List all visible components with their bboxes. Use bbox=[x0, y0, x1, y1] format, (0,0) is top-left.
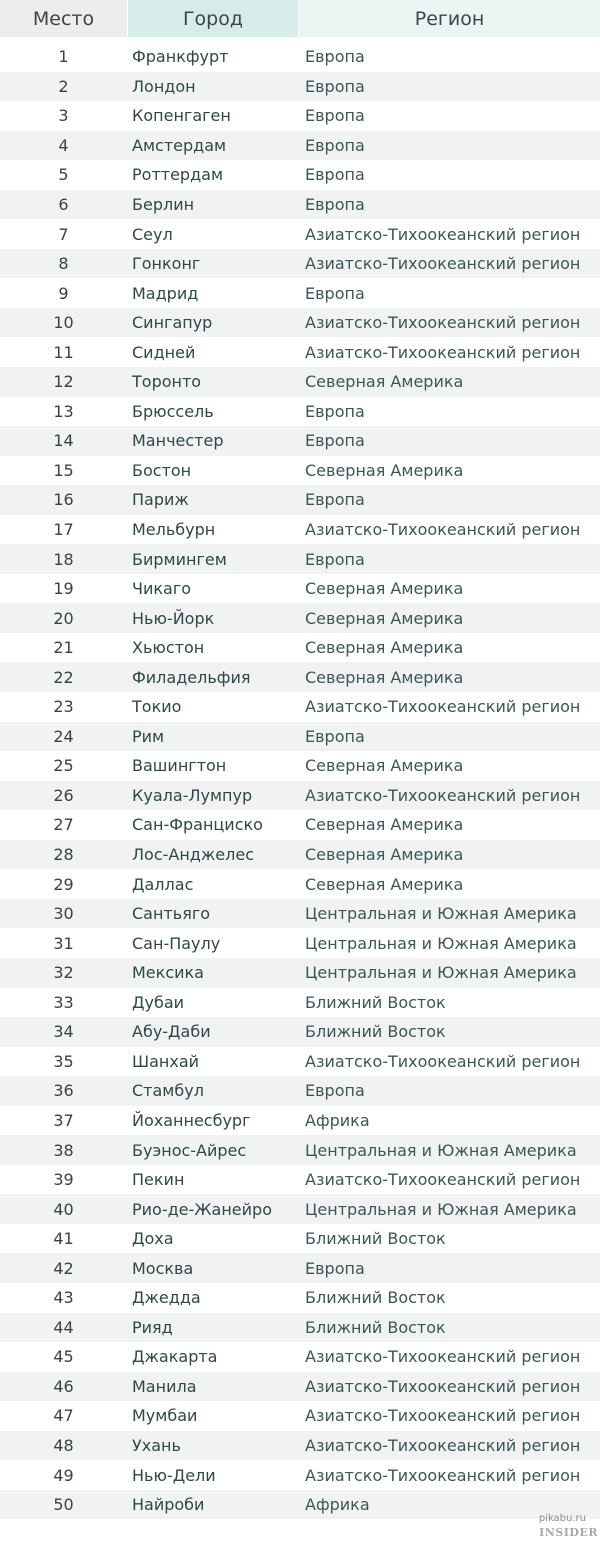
city-cell: Сидней bbox=[132, 342, 196, 362]
city-cell: Вашингтон bbox=[132, 756, 227, 776]
table-row bbox=[0, 426, 600, 456]
place-cell: 10 bbox=[53, 313, 74, 333]
city-cell: Сеул bbox=[132, 224, 173, 244]
table-row bbox=[0, 160, 600, 190]
table-row bbox=[0, 869, 600, 899]
place-cell: 45 bbox=[53, 1347, 74, 1367]
table-row bbox=[0, 1017, 600, 1047]
city-cell: Буэнос-Айрес bbox=[132, 1140, 247, 1160]
place-cell: 13 bbox=[53, 401, 74, 421]
city-cell: Даллас bbox=[132, 874, 194, 894]
city-cell: Брюссель bbox=[132, 401, 214, 421]
place-cell: 22 bbox=[53, 667, 74, 687]
table-row bbox=[0, 1372, 600, 1402]
region-cell: Европа bbox=[305, 135, 365, 155]
place-cell: 25 bbox=[53, 756, 74, 776]
place-cell: 23 bbox=[53, 697, 74, 717]
city-cell: Филадельфия bbox=[132, 667, 251, 687]
table-row bbox=[0, 1047, 600, 1077]
city-cell: Джедда bbox=[132, 1288, 201, 1308]
region-cell: Ближний Восток bbox=[305, 1317, 446, 1337]
city-cell: Йоханнесбург bbox=[132, 1110, 251, 1130]
city-cell: Нью-Дели bbox=[132, 1465, 216, 1485]
place-cell: 18 bbox=[53, 549, 74, 569]
table-row bbox=[0, 190, 600, 220]
place-cell: 9 bbox=[58, 283, 69, 303]
place-cell: 28 bbox=[53, 845, 74, 865]
region-cell: Азиатско-Тихоокеанский регион bbox=[305, 697, 581, 717]
region-cell: Азиатско-Тихоокеанский регион bbox=[305, 1465, 581, 1485]
table-row bbox=[0, 1313, 600, 1343]
region-cell: Африка bbox=[305, 1495, 370, 1515]
region-cell: Европа bbox=[305, 106, 365, 126]
table-row bbox=[0, 1253, 600, 1283]
table-row bbox=[0, 988, 600, 1018]
place-cell: 50 bbox=[53, 1495, 74, 1515]
table-row bbox=[0, 810, 600, 840]
region-cell: Азиатско-Тихоокеанский регион bbox=[305, 1435, 581, 1455]
city-cell: Токио bbox=[132, 697, 182, 717]
region-cell: Азиатско-Тихоокеанский регион bbox=[305, 254, 581, 274]
region-cell: Азиатско-Тихоокеанский регион bbox=[305, 1376, 581, 1396]
city-cell: Куала-Лумпур bbox=[132, 785, 253, 805]
place-cell: 8 bbox=[58, 254, 69, 274]
region-cell: Европа bbox=[305, 195, 365, 214]
table-row bbox=[0, 278, 600, 308]
table-row bbox=[0, 603, 600, 633]
city-cell: Мумбаи bbox=[132, 1406, 198, 1426]
region-cell: Северная Америка bbox=[305, 667, 464, 687]
city-cell: Рио-де-Жанейро bbox=[132, 1199, 272, 1219]
city-cell: Париж bbox=[132, 490, 189, 510]
city-cell: Гонконг bbox=[132, 254, 201, 274]
region-cell: Северная Америка bbox=[305, 608, 464, 628]
place-cell: 32 bbox=[53, 963, 74, 983]
place-cell: 1 bbox=[58, 47, 69, 67]
place-cell: 4 bbox=[58, 135, 69, 155]
table-row bbox=[0, 1135, 600, 1165]
place-cell: 27 bbox=[53, 815, 74, 835]
table-row bbox=[0, 574, 600, 604]
region-cell: Центральная и Южная Америка bbox=[305, 1140, 577, 1160]
place-cell: 41 bbox=[53, 1229, 74, 1249]
region-cell: Ближний Восток bbox=[305, 992, 446, 1012]
region-cell: Европа bbox=[305, 47, 365, 67]
city-cell: Бостон bbox=[132, 460, 192, 480]
city-cell: Доха bbox=[132, 1229, 174, 1249]
table-row bbox=[0, 1431, 600, 1461]
place-cell: 17 bbox=[53, 520, 74, 540]
region-cell: Центральная и Южная Америка bbox=[305, 963, 577, 983]
place-cell: 48 bbox=[53, 1435, 74, 1455]
region-cell: Европа bbox=[305, 76, 365, 96]
place-cell: 15 bbox=[53, 460, 74, 480]
place-cell: 21 bbox=[53, 638, 74, 658]
place-cell: 20 bbox=[53, 608, 74, 628]
table-row bbox=[0, 1165, 600, 1195]
region-cell: Европа bbox=[305, 1081, 365, 1101]
header-place: Место bbox=[0, 0, 127, 37]
city-cell: Манила bbox=[132, 1376, 197, 1396]
table-row bbox=[0, 1076, 600, 1106]
city-cell: Хьюстон bbox=[132, 638, 205, 658]
place-cell: 49 bbox=[53, 1465, 74, 1485]
header-city: Город bbox=[127, 0, 299, 37]
city-cell: Лос-Анджелес bbox=[132, 845, 254, 865]
place-cell: 26 bbox=[53, 785, 74, 805]
city-cell: Сантьяго bbox=[132, 904, 211, 924]
brand-watermark: INSIDER bbox=[539, 1526, 598, 1539]
region-cell: Северная Америка bbox=[305, 756, 464, 776]
city-cell: Сан-Франциско bbox=[132, 815, 263, 835]
table-row bbox=[0, 101, 600, 131]
place-cell: 7 bbox=[58, 224, 69, 244]
region-cell: Африка bbox=[305, 1110, 370, 1130]
table-row bbox=[0, 131, 600, 161]
city-cell: Ухань bbox=[132, 1435, 181, 1455]
region-cell: Европа bbox=[305, 549, 365, 569]
table-row bbox=[0, 515, 600, 545]
table-row bbox=[0, 456, 600, 486]
table-row bbox=[0, 485, 600, 515]
city-cell: Пекин bbox=[132, 1170, 185, 1190]
region-cell: Северная Америка bbox=[305, 874, 464, 894]
region-cell: Азиатско-Тихоокеанский регион bbox=[305, 1051, 581, 1071]
table-row bbox=[0, 1401, 600, 1431]
place-cell: 37 bbox=[53, 1110, 74, 1130]
region-cell: Европа bbox=[305, 726, 365, 746]
table-row bbox=[0, 899, 600, 929]
region-cell: Европа bbox=[305, 401, 365, 421]
place-cell: 19 bbox=[53, 579, 74, 599]
place-cell: 39 bbox=[53, 1170, 74, 1190]
region-cell: Азиатско-Тихоокеанский регион bbox=[305, 1347, 581, 1367]
city-cell: Сингапур bbox=[132, 313, 213, 333]
city-cell: Лондон bbox=[132, 76, 196, 96]
table-row bbox=[0, 1342, 600, 1372]
city-cell: Бирмингем bbox=[132, 549, 227, 569]
city-cell: Роттердам bbox=[132, 165, 224, 185]
table-row bbox=[0, 1460, 600, 1490]
city-cell: Мексика bbox=[132, 963, 204, 983]
table-row bbox=[0, 544, 600, 574]
table-row bbox=[0, 1106, 600, 1136]
site-watermark: pikabu.ru bbox=[538, 1513, 586, 1524]
region-cell: Северная Америка bbox=[305, 638, 464, 658]
table-row bbox=[0, 42, 600, 72]
place-cell: 11 bbox=[53, 342, 74, 362]
table-body bbox=[0, 42, 600, 1519]
table-row bbox=[0, 958, 600, 988]
place-cell: 24 bbox=[53, 726, 74, 746]
city-cell: Рим bbox=[132, 726, 165, 746]
table-row bbox=[0, 1490, 600, 1520]
place-cell: 46 bbox=[53, 1376, 74, 1396]
city-cell: Берлин bbox=[132, 195, 195, 214]
table-row bbox=[0, 751, 600, 781]
region-cell: Азиатско-Тихоокеанский регион bbox=[305, 313, 581, 333]
table-row bbox=[0, 840, 600, 870]
place-cell: 16 bbox=[53, 490, 74, 510]
place-cell: 12 bbox=[53, 372, 74, 392]
table-row bbox=[0, 308, 600, 338]
place-cell: 40 bbox=[53, 1199, 74, 1219]
region-cell: Северная Америка bbox=[305, 815, 464, 835]
table-row bbox=[0, 1283, 600, 1313]
region-cell: Азиатско-Тихоокеанский регион bbox=[305, 224, 581, 244]
place-cell: 34 bbox=[53, 1022, 74, 1042]
city-cell: Мадрид bbox=[132, 283, 199, 303]
region-cell: Европа bbox=[305, 165, 365, 185]
region-cell: Центральная и Южная Америка bbox=[305, 1199, 577, 1219]
region-cell: Азиатско-Тихоокеанский регион bbox=[305, 520, 581, 540]
table-row bbox=[0, 633, 600, 663]
place-cell: 47 bbox=[53, 1406, 74, 1426]
region-cell: Азиатско-Тихоокеанский регион bbox=[305, 785, 581, 805]
region-cell: Европа bbox=[305, 431, 365, 451]
region-cell: Европа bbox=[305, 1258, 365, 1278]
city-cell: Найроби bbox=[132, 1495, 205, 1515]
city-cell: Шанхай bbox=[132, 1051, 200, 1071]
city-cell: Сан-Паулу bbox=[132, 933, 221, 953]
region-cell: Северная Америка bbox=[305, 460, 464, 480]
place-cell: 3 bbox=[58, 106, 69, 126]
region-cell: Европа bbox=[305, 283, 365, 303]
region-cell: Европа bbox=[305, 490, 365, 510]
region-cell: Азиатско-Тихоокеанский регион bbox=[305, 342, 581, 362]
region-cell: Азиатско-Тихоокеанский регион bbox=[305, 1170, 581, 1190]
table-row bbox=[0, 662, 600, 692]
city-cell: Копенгаген bbox=[132, 106, 231, 126]
table-row bbox=[0, 1224, 600, 1254]
place-cell: 42 bbox=[53, 1258, 74, 1278]
place-cell: 35 bbox=[53, 1051, 74, 1071]
place-cell: 38 bbox=[53, 1140, 74, 1160]
region-cell: Ближний Восток bbox=[305, 1022, 446, 1042]
place-cell: 29 bbox=[53, 874, 74, 894]
city-cell: Торонто bbox=[132, 372, 202, 392]
table-row bbox=[0, 781, 600, 811]
region-cell: Азиатско-Тихоокеанский регион bbox=[305, 1406, 581, 1426]
table-row bbox=[0, 928, 600, 958]
place-cell: 6 bbox=[58, 195, 69, 214]
city-cell: Мельбурн bbox=[132, 520, 216, 540]
place-cell: 5 bbox=[58, 165, 69, 185]
city-cell: Абу-Даби bbox=[132, 1022, 211, 1042]
city-cell: Амстердам bbox=[132, 135, 227, 155]
city-cell: Чикаго bbox=[132, 579, 192, 599]
region-cell: Северная Америка bbox=[305, 845, 464, 865]
table-row bbox=[0, 219, 600, 249]
city-cell: Нью-Йорк bbox=[132, 608, 215, 628]
region-cell: Северная Америка bbox=[305, 372, 464, 392]
city-cell: Манчестер bbox=[132, 431, 224, 451]
place-cell: 44 bbox=[53, 1317, 74, 1337]
place-cell: 33 bbox=[53, 992, 74, 1012]
region-cell: Северная Америка bbox=[305, 579, 464, 599]
table-row bbox=[0, 367, 600, 397]
place-cell: 36 bbox=[53, 1081, 74, 1101]
place-cell: 30 bbox=[53, 904, 74, 924]
table-row bbox=[0, 722, 600, 752]
region-cell: Ближний Восток bbox=[305, 1288, 446, 1308]
city-cell: Рияд bbox=[132, 1317, 173, 1337]
city-cell: Франкфурт bbox=[132, 47, 229, 67]
place-cell: 31 bbox=[53, 933, 74, 953]
city-cell: Джакарта bbox=[132, 1347, 218, 1367]
region-cell: Центральная и Южная Америка bbox=[305, 904, 577, 924]
place-cell: 14 bbox=[53, 431, 74, 451]
place-cell: 43 bbox=[53, 1288, 74, 1308]
table-row bbox=[0, 337, 600, 367]
region-cell: Ближний Восток bbox=[305, 1229, 446, 1249]
region-cell: Центральная и Южная Америка bbox=[305, 933, 577, 953]
table-row bbox=[0, 72, 600, 102]
table-row bbox=[0, 397, 600, 427]
table-row bbox=[0, 1194, 600, 1224]
header-region: Регион bbox=[299, 0, 600, 37]
table-row bbox=[0, 249, 600, 279]
place-cell: 2 bbox=[58, 76, 69, 96]
table-row bbox=[0, 692, 600, 722]
city-cell: Дубаи bbox=[132, 992, 185, 1012]
city-cell: Стамбул bbox=[132, 1081, 204, 1101]
city-cell: Москва bbox=[132, 1258, 194, 1278]
